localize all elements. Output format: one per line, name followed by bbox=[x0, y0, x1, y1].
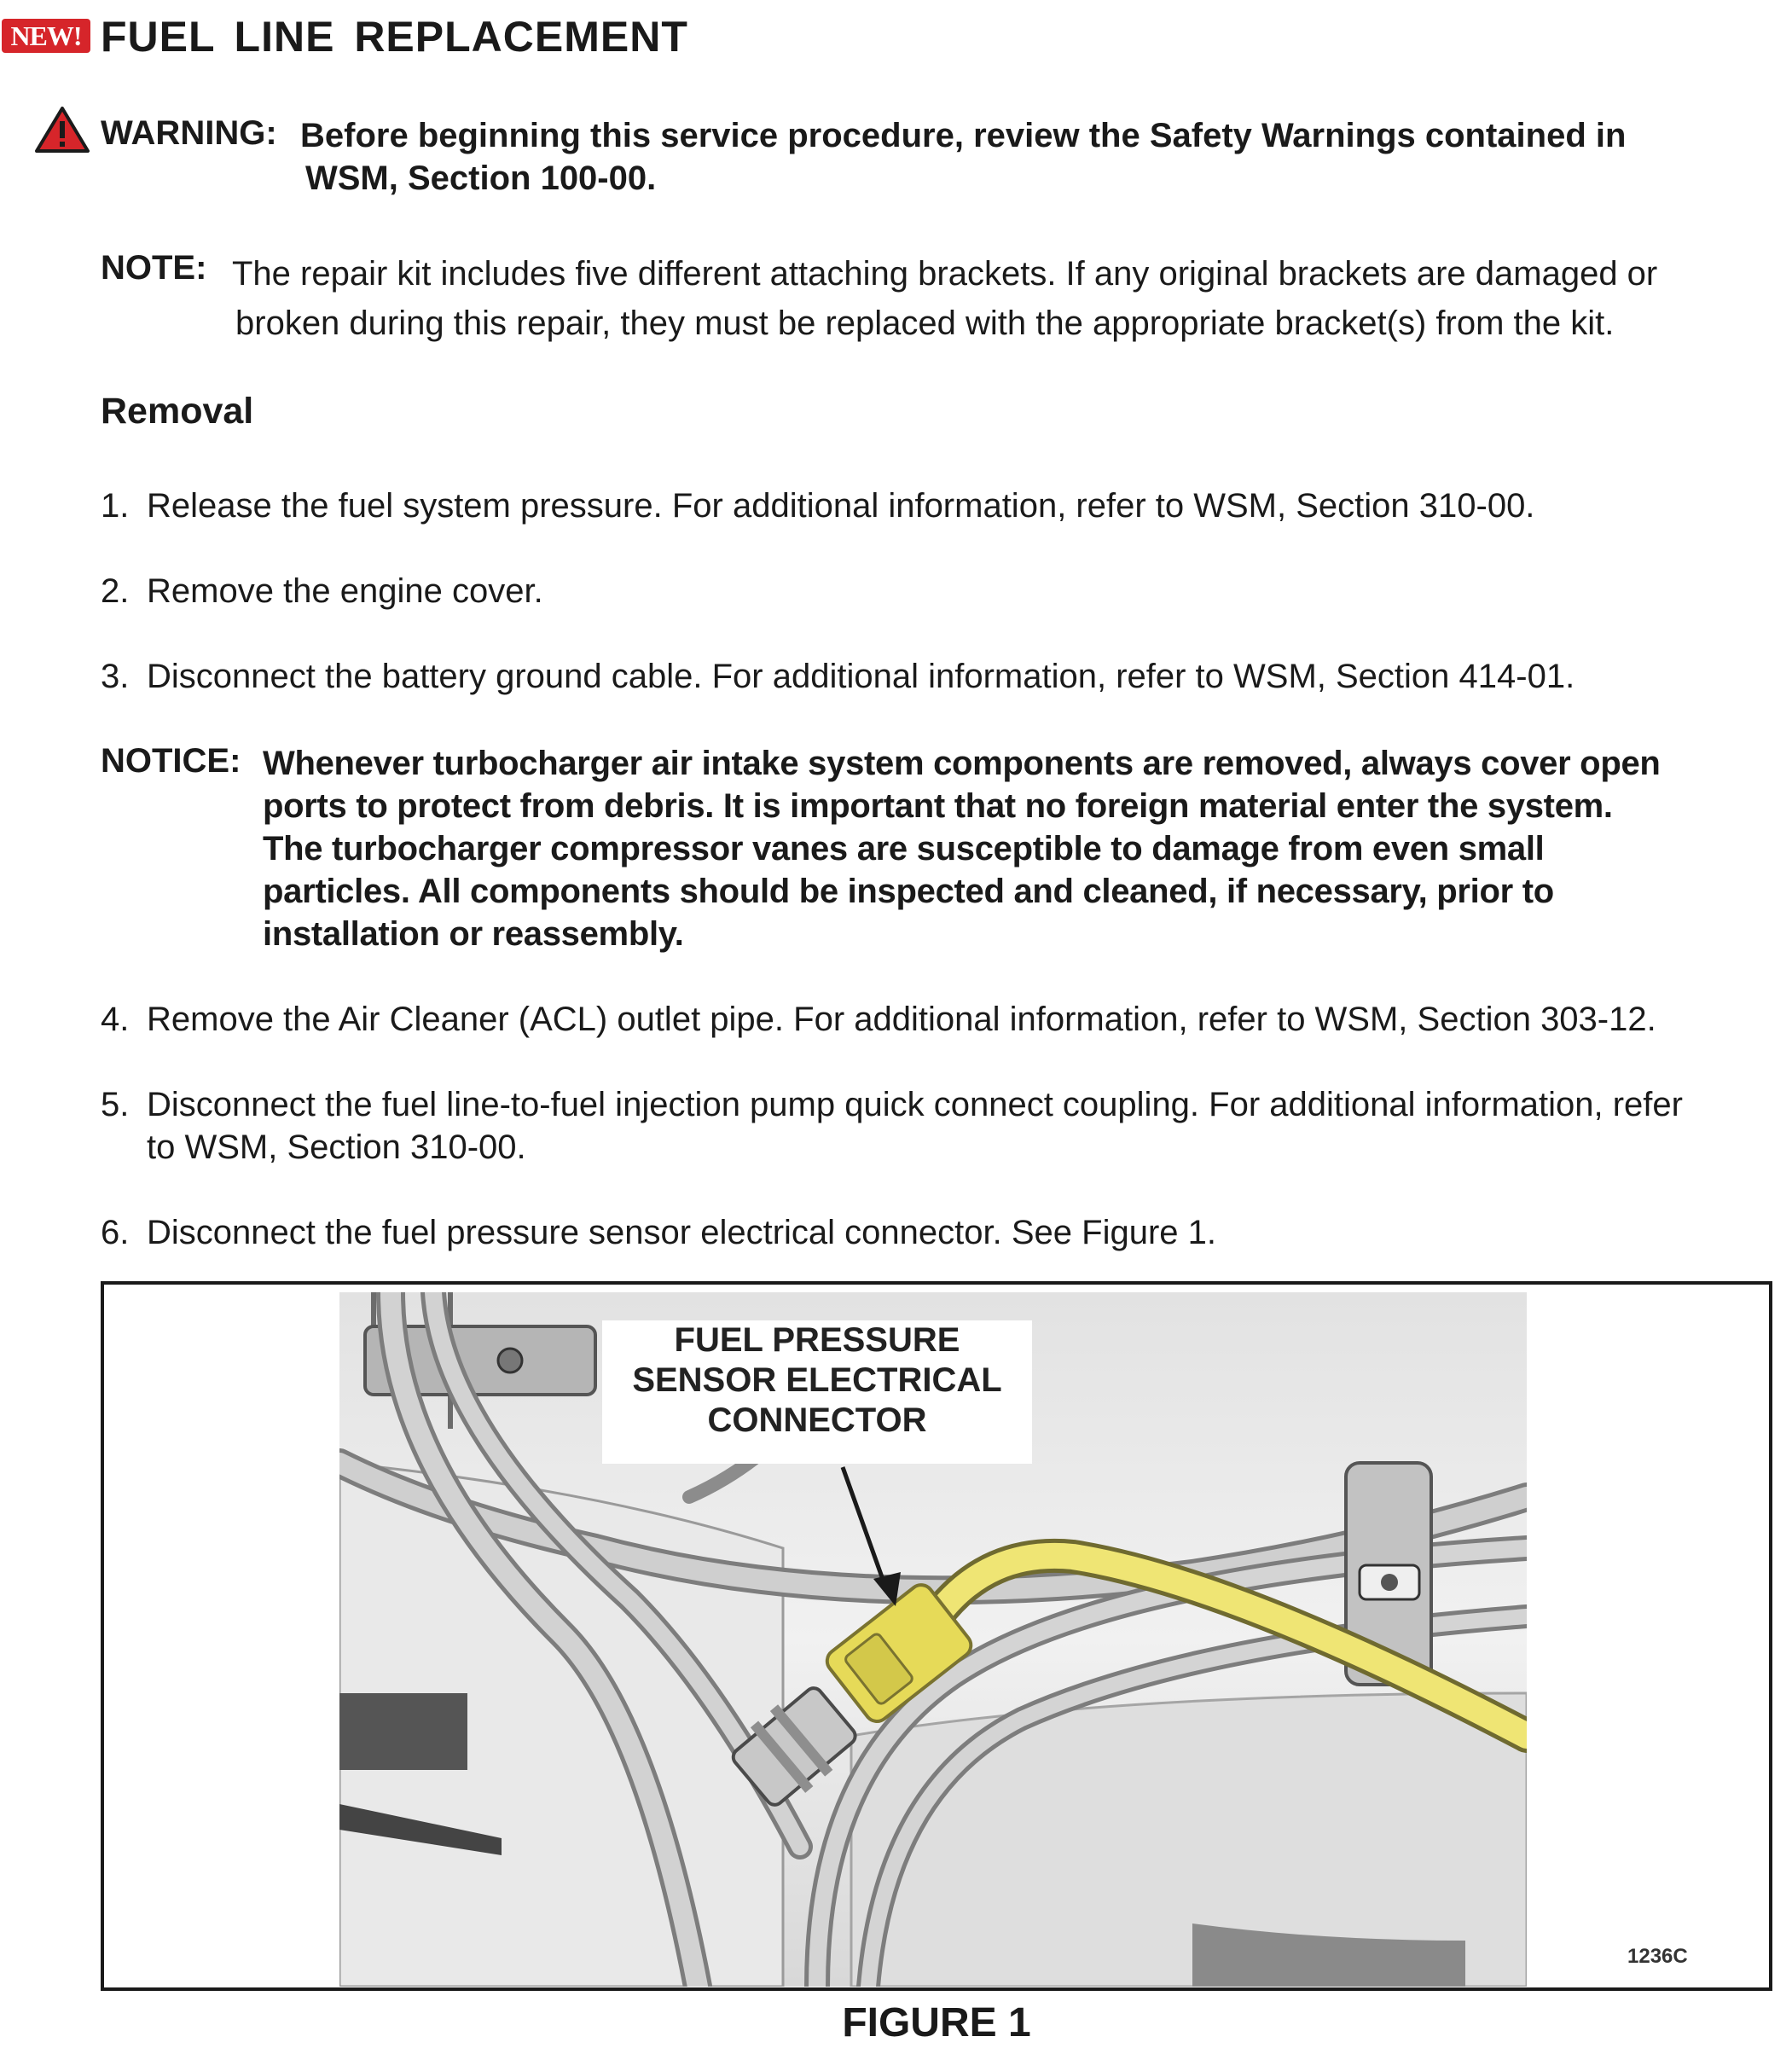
step-number: 4. bbox=[101, 1001, 130, 1038]
warning-line-1: Before beginning this service procedure, review the Safety Warnings contained in bbox=[300, 117, 1627, 154]
step-number: 2. bbox=[101, 572, 130, 610]
notice-line: particles. All components should be inspected and cleaned, if necessary, prior to bbox=[263, 873, 1554, 910]
note-text bbox=[232, 249, 1742, 348]
figure-code: 1236C bbox=[1627, 1945, 1688, 1968]
step-text: Release the fuel system pressure. For additional information, refer to WSM, Section 310-00. bbox=[147, 487, 1535, 525]
notice-line: Whenever turbocharger air intake system components are removed, always cover open bbox=[263, 745, 1661, 782]
step-text-continued: to WSM, Section 310-00. bbox=[147, 1129, 526, 1166]
step-number: 6. bbox=[101, 1214, 130, 1251]
figure-caption: FIGURE 1 bbox=[842, 2000, 1031, 2045]
step-text: Disconnect the battery ground cable. For additional information, refer to WSM, Section 414-01. bbox=[147, 658, 1575, 695]
step-text: Disconnect the fuel pressure sensor electrical connector. See Figure 1. bbox=[147, 1214, 1216, 1251]
callout-line: SENSOR ELECTRICAL bbox=[632, 1361, 1002, 1399]
callout-line: CONNECTOR bbox=[707, 1401, 927, 1439]
warning-text bbox=[300, 114, 1733, 200]
step-item bbox=[101, 1211, 1764, 1254]
notice-text bbox=[263, 742, 1747, 955]
warning-label: WARNING: bbox=[101, 114, 277, 152]
section-heading: Removal bbox=[101, 391, 254, 432]
step-item bbox=[101, 570, 1764, 612]
warning-icon bbox=[34, 106, 90, 154]
note-label: NOTE: bbox=[101, 249, 207, 287]
step-item bbox=[101, 1083, 1764, 1169]
figure-callout bbox=[602, 1320, 1032, 1464]
notice-line: installation or reassembly. bbox=[263, 915, 684, 953]
step-number: 3. bbox=[101, 658, 130, 695]
step-item bbox=[101, 998, 1764, 1041]
step-text: Remove the Air Cleaner (ACL) outlet pipe. For additional information, refer to WSM, Section 303-12. bbox=[147, 1001, 1656, 1038]
step-number: 5. bbox=[101, 1086, 130, 1123]
step-item bbox=[101, 655, 1764, 698]
step-text: Remove the engine cover. bbox=[147, 572, 543, 610]
notice-line: The turbocharger compressor vanes are susceptible to damage from even small bbox=[263, 830, 1545, 867]
new-badge: NEW! bbox=[2, 19, 90, 53]
note-line-2: broken during this repair, they must be replaced with the appropriate bracket(s) from the kit. bbox=[235, 305, 1615, 342]
notice-label: NOTICE: bbox=[101, 742, 241, 780]
note-line-1: The repair kit includes five different attaching brackets. If any original brackets are damaged or bbox=[232, 255, 1658, 293]
step-number: 1. bbox=[101, 487, 130, 525]
step-text: Disconnect the fuel line-to-fuel injection pump quick connect coupling. For additional information, refer bbox=[147, 1086, 1683, 1123]
notice-line: ports to protect from debris. It is important that no foreign material enter the system. bbox=[263, 787, 1613, 825]
warning-line-2: WSM, Section 100-00. bbox=[305, 160, 657, 197]
step-item bbox=[101, 484, 1764, 527]
callout-line: FUEL PRESSURE bbox=[674, 1321, 960, 1359]
page-title: FUEL LINE REPLACEMENT bbox=[101, 13, 688, 61]
